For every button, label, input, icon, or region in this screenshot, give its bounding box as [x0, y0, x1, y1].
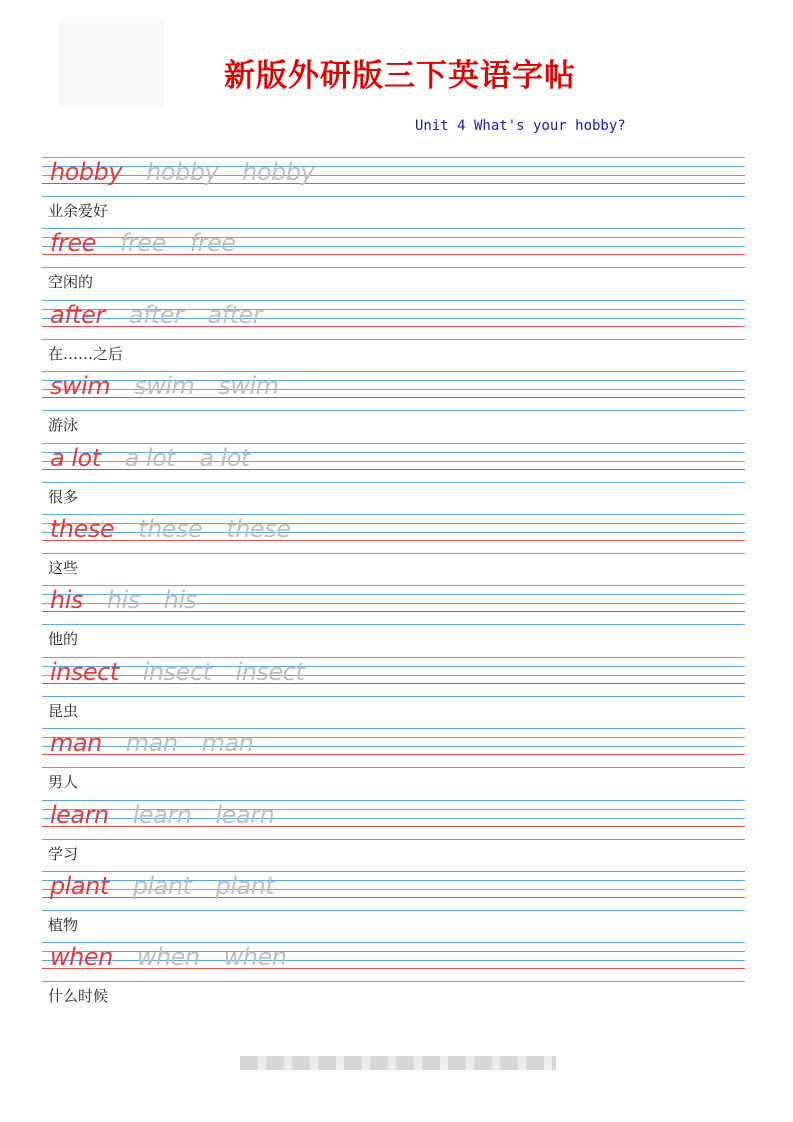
copybook-entry [42, 942, 745, 1013]
guide-line-blue [42, 339, 745, 340]
trace-word: plant [132, 872, 192, 900]
trace-word: free [189, 229, 236, 258]
practice-words [50, 157, 314, 187]
trace-word: when [136, 943, 200, 972]
trace-word: swim [218, 372, 279, 401]
chinese-meaning: 学习 [48, 844, 79, 863]
trace-word: hobby [242, 158, 315, 186]
vocab-word: swim [50, 372, 111, 401]
trace-word: swim [134, 372, 195, 401]
vocab-word: these [50, 515, 115, 543]
copybook-entry [42, 300, 745, 371]
practice-words [50, 728, 253, 758]
copybook-entry [42, 800, 745, 871]
copybook-entry [42, 371, 745, 442]
practice-words [50, 585, 197, 615]
practice-words [50, 942, 286, 972]
chinese-meaning: 游泳 [48, 416, 79, 435]
trace-word: his [106, 586, 140, 615]
trace-word: a lot [199, 443, 250, 472]
practice-words [50, 228, 236, 258]
chinese-meaning: 这些 [48, 559, 79, 577]
trace-word: these [138, 515, 203, 543]
vocab-word: a lot [50, 443, 101, 472]
trace-word: a lot [124, 443, 176, 472]
trace-word: hobby [146, 158, 219, 186]
vocab-word: when [50, 943, 113, 972]
guide-line-blue [42, 196, 745, 197]
copybook-entry [42, 157, 745, 228]
guide-line-blue [42, 267, 745, 268]
vocab-word: man [50, 729, 102, 758]
vocab-word: insect [50, 657, 119, 686]
copybook-entry [42, 228, 745, 299]
trace-word: free [119, 229, 166, 258]
copybook-entry [42, 585, 745, 656]
vocab-word: after [50, 300, 105, 329]
trace-word: man [125, 729, 178, 758]
guide-line-blue [42, 981, 745, 982]
copybook-entry [42, 443, 745, 514]
trace-word: plant [215, 872, 275, 900]
practice-words [50, 657, 304, 687]
chinese-meaning: 他的 [48, 630, 79, 649]
trace-word: his [163, 586, 197, 615]
chinese-meaning: 业余爱好 [48, 202, 109, 220]
practice-words [50, 800, 274, 830]
guide-line-blue [42, 696, 745, 697]
trace-word: learn [132, 800, 192, 829]
chinese-meaning: 什么时候 [48, 987, 109, 1006]
chinese-meaning: 在……之后 [48, 344, 124, 363]
chinese-meaning: 昆虫 [48, 701, 79, 720]
copybook-entry [42, 657, 745, 728]
page-title: 新版外研版三下英语字帖 [224, 58, 576, 94]
trace-word: insect [235, 657, 305, 686]
trace-word: after [207, 300, 263, 329]
chinese-meaning: 很多 [48, 487, 79, 506]
copybook-entry [42, 871, 745, 942]
guide-line-blue [42, 624, 745, 625]
footer-blurred-text [240, 1056, 556, 1070]
trace-word: when [223, 943, 287, 972]
unit-heading: Unit 4 What's your hobby? [415, 118, 626, 134]
guide-line-blue [42, 839, 745, 840]
guide-line-blue [42, 910, 745, 911]
practice-words [50, 300, 262, 330]
copybook-entry [42, 514, 745, 585]
trace-word: man [201, 729, 254, 758]
practice-words [50, 871, 274, 901]
guide-line-blue [42, 767, 745, 768]
guide-line-blue [42, 482, 745, 483]
practice-words [50, 371, 279, 401]
logo-watermark [58, 18, 164, 106]
guide-line-blue [42, 553, 745, 554]
trace-word: after [128, 300, 184, 329]
vocab-word: hobby [50, 158, 123, 186]
copybook-entry [42, 728, 745, 799]
chinese-meaning: 空闲的 [48, 273, 94, 292]
vocab-word: free [50, 229, 96, 258]
trace-word: these [226, 515, 291, 543]
vocab-word: learn [50, 800, 109, 829]
trace-word: insect [142, 657, 212, 686]
guide-line-blue [42, 410, 745, 411]
vocab-word: plant [50, 872, 109, 900]
trace-word: learn [215, 800, 275, 829]
vocab-word: his [50, 586, 83, 615]
practice-words [50, 514, 290, 544]
practice-words [50, 443, 250, 473]
chinese-meaning: 男人 [48, 773, 79, 792]
chinese-meaning: 植物 [48, 916, 79, 934]
